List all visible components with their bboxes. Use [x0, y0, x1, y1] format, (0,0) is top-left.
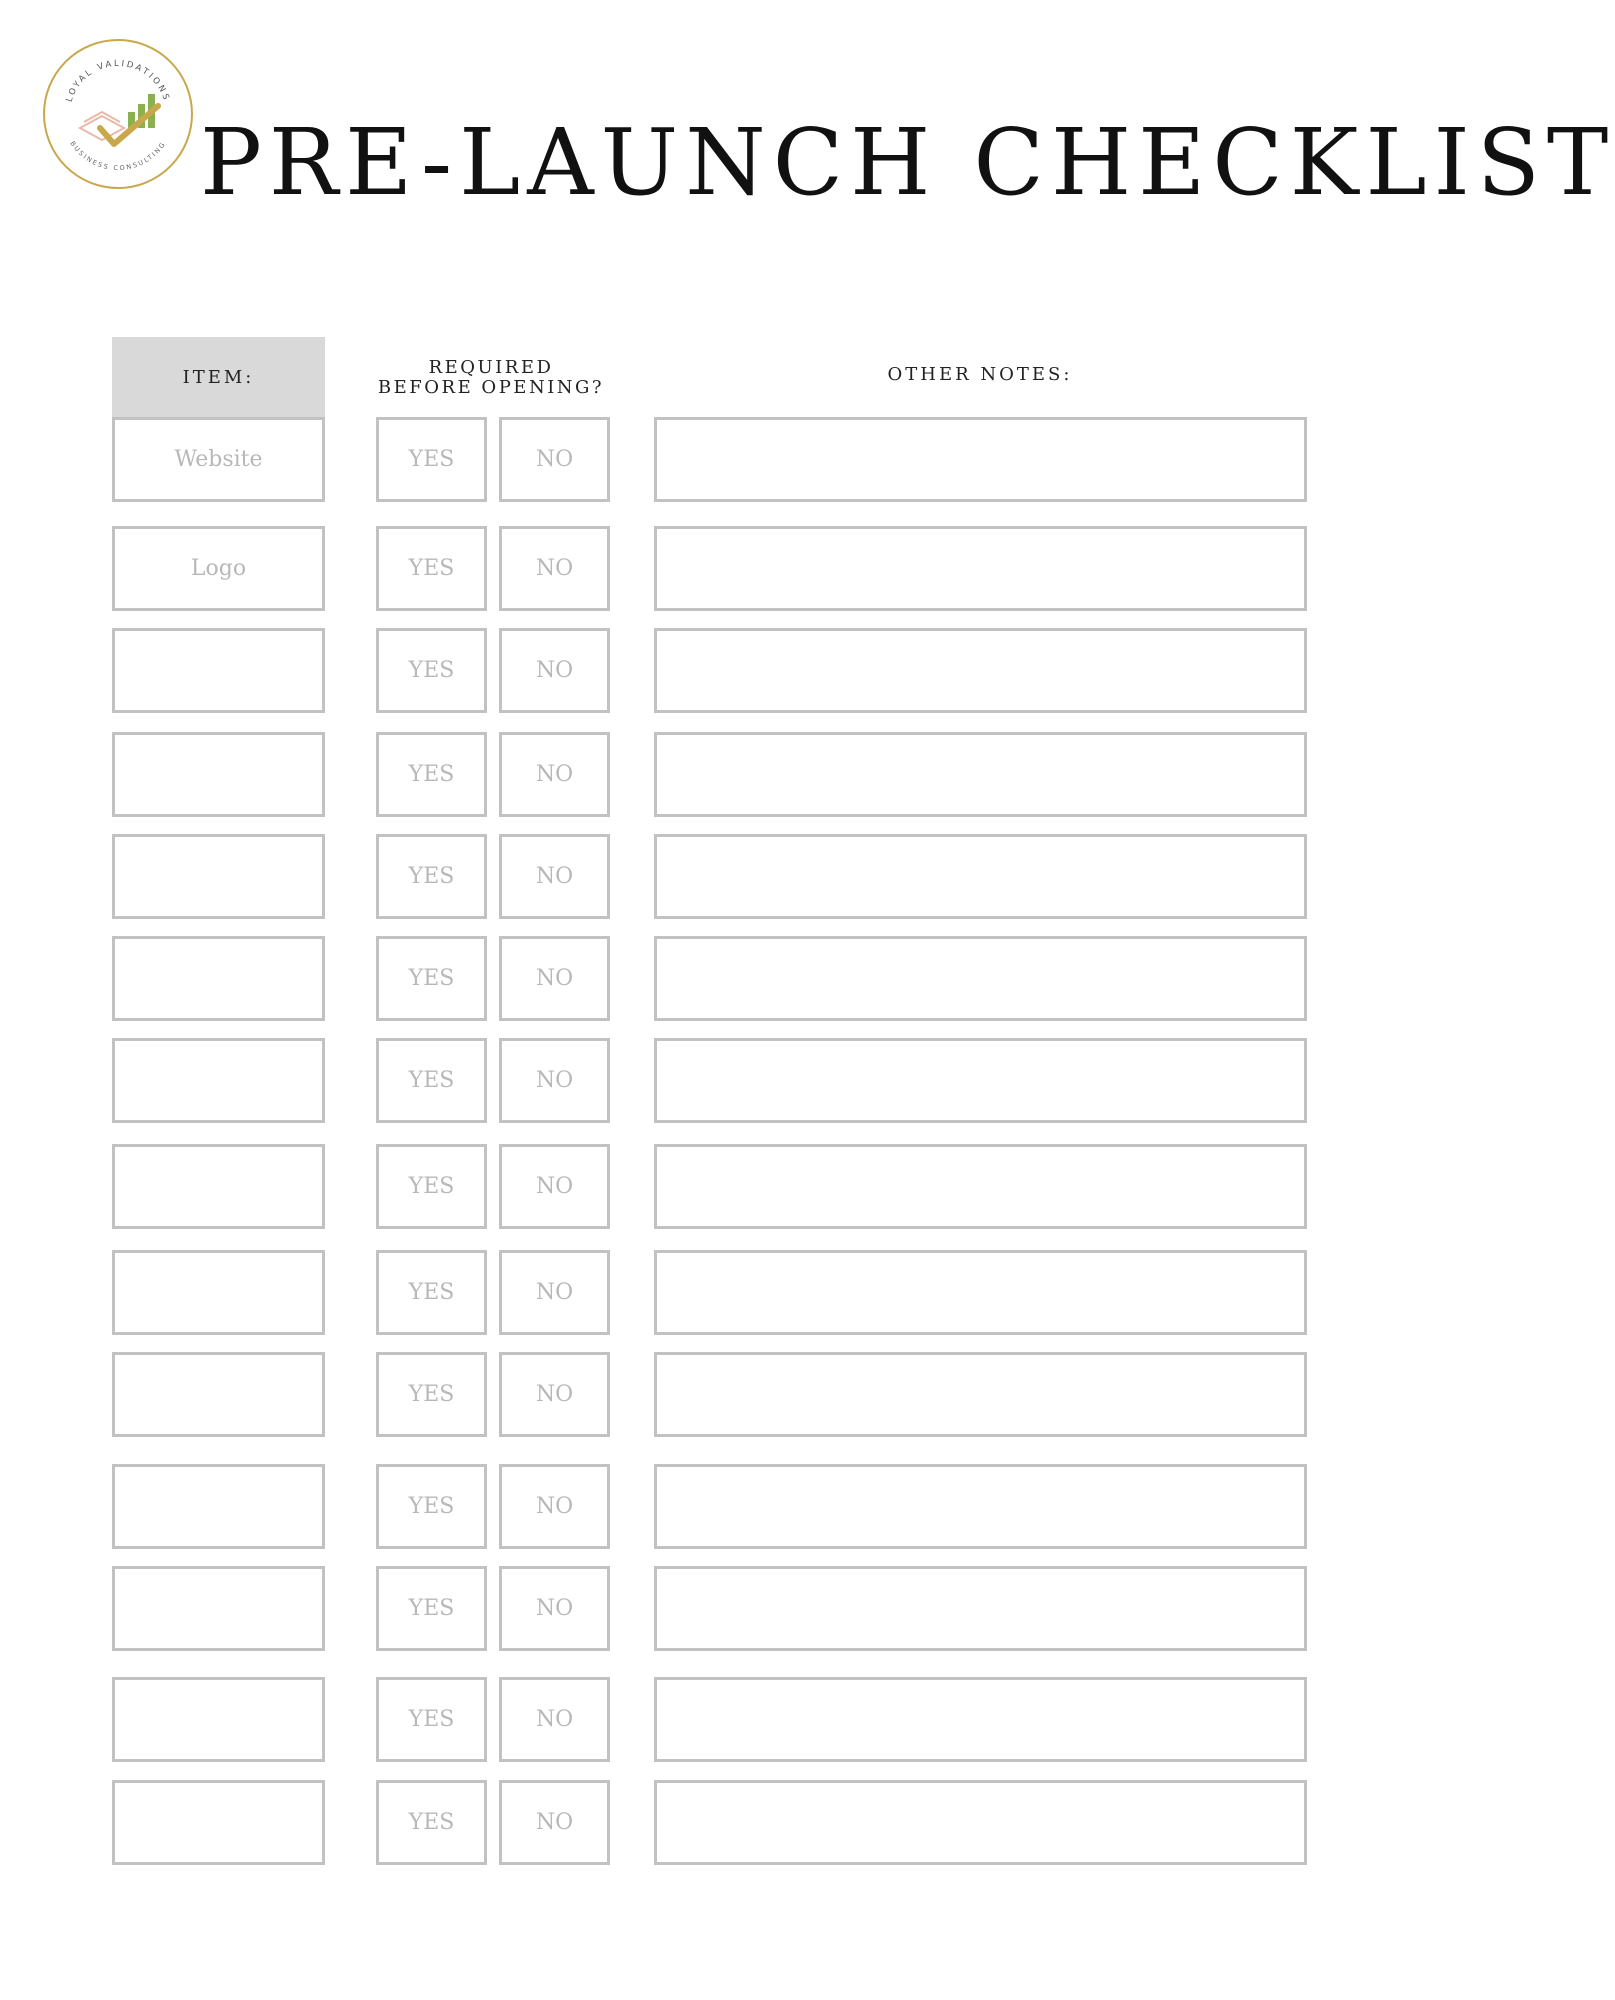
brand-logo	[40, 36, 196, 192]
no-option[interactable]: NO	[499, 1038, 610, 1123]
no-option[interactable]: NO	[499, 1352, 610, 1437]
no-option[interactable]: NO	[499, 1144, 610, 1229]
item-field[interactable]	[112, 834, 325, 919]
logo-text-bottom: BUSINESS CONSULTING	[68, 139, 168, 173]
no-option[interactable]: NO	[499, 1780, 610, 1865]
notes-field[interactable]	[654, 1464, 1307, 1549]
item-field[interactable]: Website	[112, 417, 325, 502]
item-field[interactable]	[112, 1038, 325, 1123]
yes-option[interactable]: YES	[376, 936, 487, 1021]
notes-field[interactable]	[654, 1144, 1307, 1229]
item-field[interactable]	[112, 1352, 325, 1437]
item-field[interactable]	[112, 628, 325, 713]
item-field[interactable]: Logo	[112, 526, 325, 611]
item-field[interactable]	[112, 1464, 325, 1549]
notes-field[interactable]	[654, 1250, 1307, 1335]
yes-option[interactable]: YES	[376, 732, 487, 817]
logo-text-top: LOYAL VALIDATIONS	[64, 58, 172, 104]
required-header-line2: BEFORE OPENING?	[377, 377, 605, 398]
notes-field[interactable]	[654, 834, 1307, 919]
yes-option[interactable]: YES	[376, 1780, 487, 1865]
yes-option[interactable]: YES	[376, 417, 487, 502]
yes-option[interactable]: YES	[376, 1677, 487, 1762]
item-field[interactable]	[112, 936, 325, 1021]
required-column-header	[366, 358, 616, 398]
no-option[interactable]: NO	[499, 526, 610, 611]
no-option[interactable]: NO	[499, 628, 610, 713]
yes-option[interactable]: YES	[376, 1566, 487, 1651]
notes-field[interactable]	[654, 732, 1307, 817]
notes-column-header: OTHER NOTES:	[887, 364, 1073, 385]
notes-field[interactable]	[654, 417, 1307, 502]
item-field[interactable]	[112, 1144, 325, 1229]
yes-option[interactable]: YES	[376, 834, 487, 919]
yes-option[interactable]: YES	[376, 1038, 487, 1123]
yes-option[interactable]: YES	[376, 1464, 487, 1549]
notes-field[interactable]	[654, 1352, 1307, 1437]
notes-field[interactable]	[654, 526, 1307, 611]
no-option[interactable]: NO	[499, 1677, 610, 1762]
notes-field[interactable]	[654, 1038, 1307, 1123]
yes-option[interactable]: YES	[376, 526, 487, 611]
no-option[interactable]: NO	[499, 1250, 610, 1335]
notes-field[interactable]	[654, 1566, 1307, 1651]
item-field[interactable]	[112, 1250, 325, 1335]
notes-field[interactable]	[654, 628, 1307, 713]
item-column-header: ITEM:	[112, 337, 325, 417]
item-field[interactable]	[112, 732, 325, 817]
notes-field[interactable]	[654, 1780, 1307, 1865]
no-option[interactable]: NO	[499, 834, 610, 919]
no-option[interactable]: NO	[499, 1566, 610, 1651]
no-option[interactable]: NO	[499, 936, 610, 1021]
item-field[interactable]	[112, 1780, 325, 1865]
item-field[interactable]	[112, 1677, 325, 1762]
required-header-line1: REQUIRED	[428, 357, 554, 378]
yes-option[interactable]: YES	[376, 1144, 487, 1229]
no-option[interactable]: NO	[499, 1464, 610, 1549]
yes-option[interactable]: YES	[376, 1250, 487, 1335]
no-option[interactable]: NO	[499, 732, 610, 817]
yes-option[interactable]: YES	[376, 628, 487, 713]
item-field[interactable]	[112, 1566, 325, 1651]
no-option[interactable]: NO	[499, 417, 610, 502]
page-title: PRE-LAUNCH CHECKLIST	[200, 109, 1615, 216]
notes-field[interactable]	[654, 1677, 1307, 1762]
notes-field[interactable]	[654, 936, 1307, 1021]
yes-option[interactable]: YES	[376, 1352, 487, 1437]
